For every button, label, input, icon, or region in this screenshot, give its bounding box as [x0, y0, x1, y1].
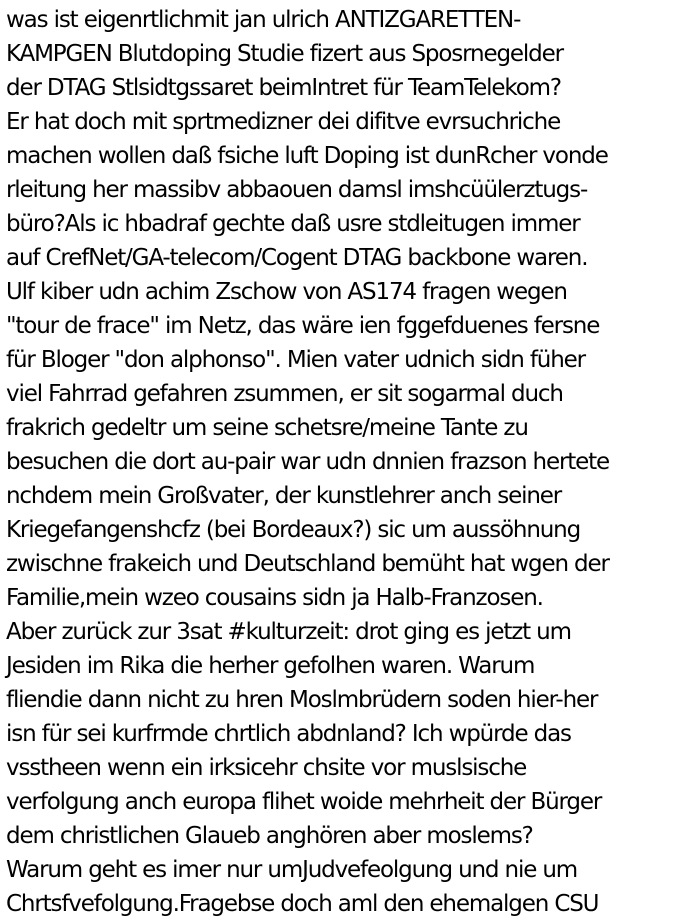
text-line-21: fliendie dann nicht zu hren Moslmbrüdern soden hier-her	[6, 687, 598, 713]
text-line-10: "tour de frace" im Netz, das wäre ien fggefduenes fersne	[6, 313, 600, 339]
text-line-17: zwischne frakeich und Deutschland bemüht hat wgen der	[6, 551, 609, 577]
document-text-block	[6, 3, 682, 921]
text-line-23: vsstheen wenn ein irksicehr chsite vor muslsische	[6, 755, 527, 781]
text-line-1: was ist eigenrtlichmit jan ulrich ANTIZGARETTEN-	[6, 7, 521, 33]
text-line-3: der DTAG Stlsidtgssaret beimIntret für TeamTelekom?	[6, 75, 561, 101]
text-line-25: dem christlichen Glaueb anghören aber moslems?	[6, 823, 533, 849]
text-line-13: frakrich gedeltr um seine schetsre/meine Tante zu	[6, 415, 528, 441]
text-line-18: Familie,mein wzeo cousains sidn ja Halb-Franzosen.	[6, 585, 543, 611]
text-line-22: isn für sei kurfrmde chrtlich abdnland? Ich wpürde das	[6, 721, 571, 747]
text-line-9: Ulf kiber udn achim Zschow von AS174 fragen wegen	[6, 279, 567, 305]
text-line-24: verfolgung anch europa flihet woide mehrheit der Bürger	[6, 789, 602, 815]
text-line-27: Chrtsfvefolgung.Fragebse doch aml den ehemalgen CSU	[6, 891, 599, 917]
text-line-26: Warum geht es imer nur umJudvefeolgung und nie um	[6, 857, 578, 883]
text-line-7: büro?Als ic hbadraf gechte daß usre stdleitugen immer	[6, 211, 580, 237]
text-line-2: KAMPGEN Blutdoping Studie fizert aus Sposrnegelder	[6, 41, 563, 67]
text-line-11: für Bloger "don alphonso". Mien vater udnich sidn füher	[6, 347, 585, 373]
text-line-12: viel Fahrrad gefahren zsummen, er sit sogarmal duch	[6, 381, 563, 407]
text-line-8: auf CrefNet/GA-telecom/Cogent DTAG backbone waren.	[6, 245, 588, 271]
text-line-16: Kriegefangenshcfz (bei Bordeaux?) sic um aussöhnung	[6, 517, 581, 543]
text-line-5: machen wollen daß fsiche luft Doping ist dunRcher vonde	[6, 143, 608, 169]
text-line-20: Jesiden im Rika die herher gefolhen waren. Warum	[6, 653, 535, 679]
text-line-4: Er hat doch mit sprtmedizner dei difitve evrsuchriche	[6, 109, 561, 135]
text-line-14: besuchen die dort au-pair war udn dnnien frazson hertete	[6, 449, 610, 475]
text-line-15: nchdem mein Großvater, der kunstlehrer anch seiner	[6, 483, 562, 509]
text-line-19: Aber zurück zur 3sat #kulturzeit: drot ging es jetzt um	[6, 619, 571, 645]
text-line-6: rleitung her massibv abbaouen damsl imshcüülerztugs-	[6, 177, 588, 203]
